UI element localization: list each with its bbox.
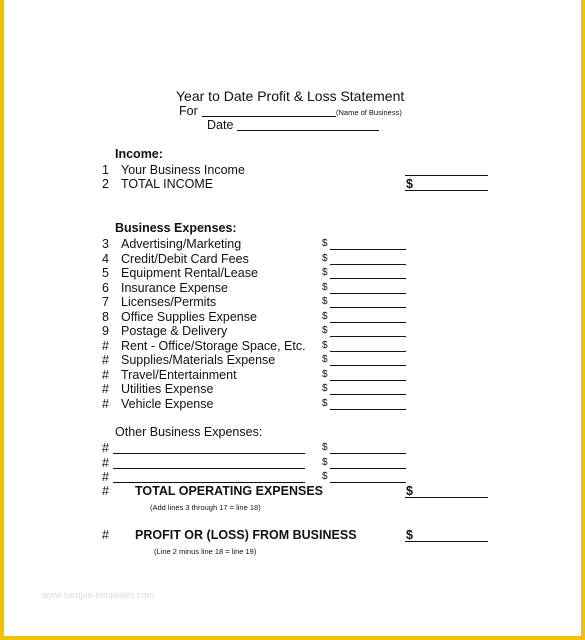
- expense-row-label: Vehicle Expense: [121, 397, 214, 411]
- expense-row-num: #: [102, 397, 109, 411]
- expense-row-label: Licenses/Permits: [121, 295, 217, 309]
- expense-row-dollar: $: [322, 383, 328, 394]
- expense-row-dollar: $: [322, 296, 328, 307]
- income-row-num: 2: [102, 177, 109, 191]
- other-expenses-heading: Other Business Expenses:: [115, 425, 263, 439]
- expense-row-num: #: [102, 353, 109, 367]
- expense-row-num: 8: [102, 310, 109, 324]
- expense-row-num: 4: [102, 252, 109, 266]
- expense-row-label: Postage & Delivery: [121, 324, 228, 338]
- expense-row-label: Advertising/Marketing: [121, 237, 242, 251]
- other-amount-field[interactable]: [330, 453, 406, 454]
- income-row-label: TOTAL INCOME: [121, 177, 214, 191]
- expense-row-num: 6: [102, 281, 109, 295]
- expense-amount-field[interactable]: [330, 322, 406, 323]
- expense-row-label: Credit/Debit Card Fees: [121, 252, 249, 266]
- expense-row-num: 9: [102, 324, 109, 338]
- business-name-hint: (Name of Business): [336, 108, 402, 117]
- expense-amount-field[interactable]: [330, 307, 406, 308]
- expense-amount-field[interactable]: [330, 293, 406, 294]
- other-row-num: #: [102, 456, 109, 470]
- expense-amount-field[interactable]: [330, 409, 406, 410]
- other-description-field[interactable]: [113, 468, 305, 469]
- other-row-dollar: $: [322, 457, 328, 468]
- other-amount-field[interactable]: [330, 482, 406, 483]
- expense-row-dollar: $: [322, 238, 328, 249]
- expense-row-dollar: $: [322, 311, 328, 322]
- profit-num: #: [102, 528, 109, 542]
- profit-dollar: $: [406, 528, 413, 542]
- expense-amount-field[interactable]: [330, 365, 406, 366]
- expense-row-num: 3: [102, 237, 109, 251]
- profit-field[interactable]: [405, 541, 488, 542]
- document-page: [4, 0, 581, 636]
- expense-row-label: Office Supplies Expense: [121, 310, 257, 324]
- profit-note: (Line 2 minus line 18 = line 19): [154, 547, 257, 556]
- expense-row-label: Rent - Office/Storage Space, Etc.: [121, 339, 306, 353]
- income-heading: Income:: [115, 147, 163, 161]
- income-row-dollar: $: [406, 177, 413, 191]
- expense-amount-field[interactable]: [330, 336, 406, 337]
- expense-amount-field[interactable]: [330, 278, 406, 279]
- income-total-field[interactable]: [405, 190, 488, 191]
- expense-amount-field[interactable]: [330, 394, 406, 395]
- expense-row-num: 5: [102, 266, 109, 280]
- income-row-num: 1: [102, 163, 109, 177]
- other-row-dollar: $: [322, 471, 328, 482]
- expense-row-dollar: $: [322, 325, 328, 336]
- income-row-label: Your Business Income: [121, 163, 245, 177]
- expense-row-dollar: $: [322, 354, 328, 365]
- expense-row-dollar: $: [322, 267, 328, 278]
- business-expenses-heading: Business Expenses:: [115, 221, 237, 235]
- total-operating-num: #: [102, 484, 109, 498]
- expense-row-label: Supplies/Materials Expense: [121, 353, 276, 367]
- expense-row-dollar: $: [322, 398, 328, 409]
- other-description-field[interactable]: [113, 482, 305, 483]
- expense-amount-field[interactable]: [330, 264, 406, 265]
- for-label: For: [179, 104, 198, 118]
- other-description-field[interactable]: [113, 453, 305, 454]
- other-row-num: #: [102, 470, 109, 484]
- expense-row-label: Equipment Rental/Lease: [121, 266, 258, 280]
- expense-row-dollar: $: [322, 369, 328, 380]
- document-title: Year to Date Profit & Loss Statement: [176, 88, 405, 104]
- expense-row-label: Insurance Expense: [121, 281, 229, 295]
- expense-amount-field[interactable]: [330, 351, 406, 352]
- profit-label: PROFIT OR (LOSS) FROM BUSINESS: [135, 528, 357, 542]
- income-amount-field[interactable]: [405, 175, 488, 176]
- date-field[interactable]: [237, 130, 379, 131]
- expense-row-dollar: $: [322, 340, 328, 351]
- business-name-field[interactable]: [202, 116, 336, 117]
- expense-amount-field[interactable]: [330, 249, 406, 250]
- expense-row-label: Travel/Entertainment: [121, 368, 237, 382]
- date-label: Date: [207, 118, 234, 132]
- expense-row-label: Utilities Expense: [121, 382, 214, 396]
- watermark: www.sample-templates.com: [42, 590, 155, 600]
- expense-row-num: #: [102, 368, 109, 382]
- expense-row-dollar: $: [322, 253, 328, 264]
- other-amount-field[interactable]: [330, 468, 406, 469]
- total-operating-dollar: $: [406, 484, 413, 498]
- expense-row-dollar: $: [322, 282, 328, 293]
- expense-row-num: 7: [102, 295, 109, 309]
- total-operating-note: (Add lines 3 through 17 = line 18): [150, 503, 261, 512]
- expense-amount-field[interactable]: [330, 380, 406, 381]
- expense-row-num: #: [102, 382, 109, 396]
- total-operating-label: TOTAL OPERATING EXPENSES: [135, 484, 323, 498]
- other-row-dollar: $: [322, 442, 328, 453]
- expense-row-num: #: [102, 339, 109, 353]
- total-operating-field[interactable]: [405, 497, 488, 498]
- other-row-num: #: [102, 441, 109, 455]
